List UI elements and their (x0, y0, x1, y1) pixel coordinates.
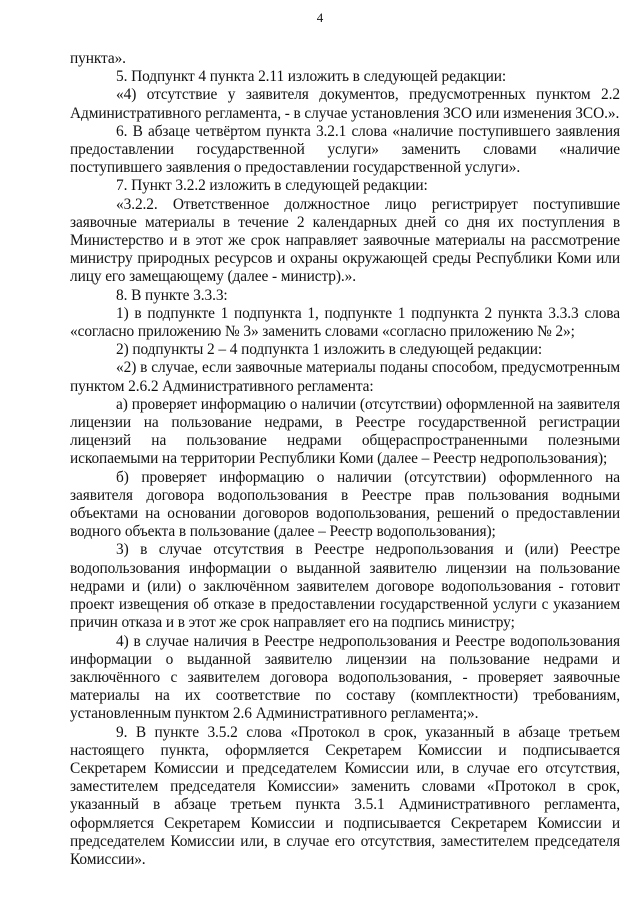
paragraph-quote-sub-4: 4) в случае наличия в Реестре недропользования и Реестре водопользования информации о выданной заявителю лицензии на пользование недрами и заключённого с заявителем договора водопользования, - проверяет заявочные материалы на их соответствие по составу (комплектности) требованиям, установленным пунктом 2.6 Административного регламента;». (70, 632, 620, 723)
paragraph-item-5: 5. Подпункт 4 пункта 2.11 изложить в следующей редакции: (116, 68, 507, 86)
paragraph-quote-sub-2: «2) в случае, если заявочные материалы поданы способом, предусмотренным пунктом 2.6.2 Административного регламента: (70, 359, 620, 395)
paragraph-quote-sub-b: б) проверяет информацию о наличии (отсутствии) оформленного на заявителя договора водопользования в Реестре прав пользования водными объектами на основании договоров водопользования, решений о предоставлении водного объекта в пользование (далее – Реестр водопользования); (70, 468, 620, 541)
paragraph-continuation: пункта». (70, 50, 126, 67)
paragraph-item-7: 7. Пункт 3.2.2 изложить в следующей редакции: (116, 177, 428, 195)
paragraph-item-9: 9. В пункте 3.5.2 слова «Протокол в срок, указанный в абзаце третьем настоящего пункта, оформляется Секретарем Комиссии и подписывается Секретарем Комиссии и председателем Комиссии или, в случае его отсутствия, заместителем председателя Комиссии» заменить словами «Протокол в срок, указанный в абзаце третьем пункта 3.5.1 Административного регламента, оформляется Секретарем Комиссии и подписывается Секретарем Комиссии и председателем Комиссии или, в случае его отсутствия, заместителем председателя Комиссии». (70, 723, 620, 868)
paragraph-quote-sub-a: а) проверяет информацию о наличии (отсутствии) оформленной на заявителя лицензии на пользование недрами, в Реестре государственной регистрации лицензий на пользование недрами общераспространенными полезными ископаемыми на территории Республики Коми (далее – Реестр недропользования); (70, 395, 620, 468)
page-number: 4 (316, 10, 324, 25)
paragraph-item-5-quote: «4) отсутствие у заявителя документов, предусмотренных пунктом 2.2 Административного регламента, - в случае установления ЗСО или изменения ЗСО.». (70, 86, 620, 122)
paragraph-item-8: 8. В пункте 3.3.3: (116, 286, 228, 304)
document-body (70, 50, 620, 869)
paragraph-item-8-sub-1: 1) в подпункте 1 подпункта 1, подпункте 1 подпункта 2 пункта 3.3.3 слова «согласно приложению № 3» заменить словами «согласно приложению № 2»; (70, 304, 620, 341)
paragraph-item-6: 6. В абзаце четвёртом пункта 3.2.1 слова «наличие поступившего заявления предоставлении государственной услуги» заменить словами «наличие поступившего заявления о предоставлении государственной услуги». (70, 122, 620, 177)
paragraph-item-7-quote: «3.2.2. Ответственное должностное лицо регистрирует поступившие заявочные материалы в течение 2 календарных дней со дня их поступления в Министерство и в этот же срок направляет заявочные материалы на рассмотрение министру природных ресурсов и охраны окружающей среды Республики Коми или лицу его замещающему (далее - министр).». (70, 195, 620, 286)
paragraph-quote-sub-3: 3) в случае отсутствия в Реестре недропользования и (или) Реестре водопользования информации о выданной заявителю лицензии на пользование недрами и (или) о заключённом заявителем договоре водопользования - готовит проект извещения об отказе в предоставлении государственной услуги с указанием причин отказа и в этот же срок направляет его на подпись министру; (70, 541, 620, 632)
paragraph-item-8-sub-2: 2) подпункты 2 – 4 подпункта 1 изложить в следующей редакции: (116, 341, 543, 359)
